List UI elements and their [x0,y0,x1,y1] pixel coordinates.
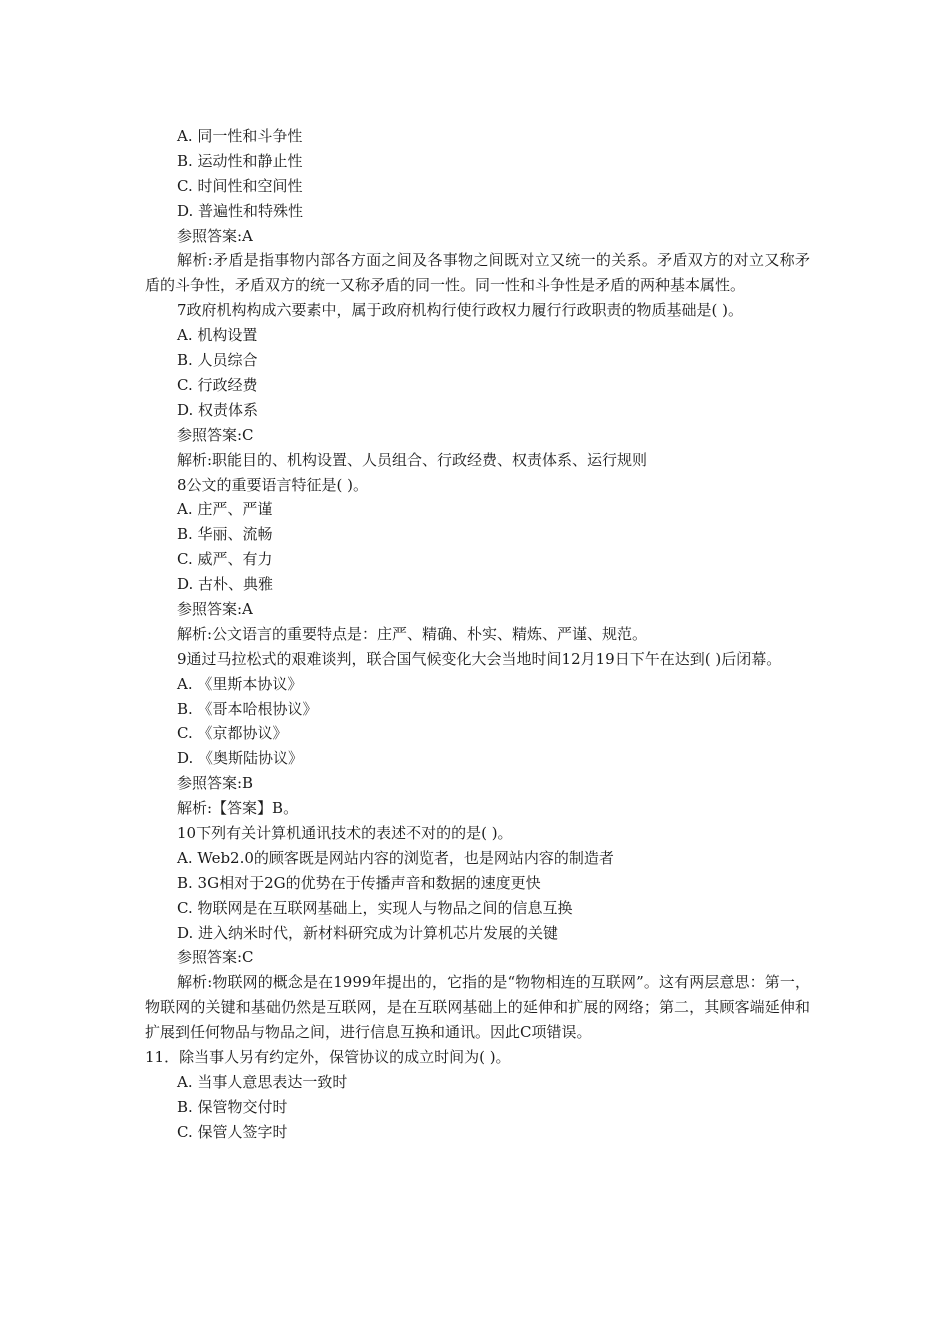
option-b: B. 运动性和静止性 [177,151,303,170]
option-a: A. 《里斯本协议》 [177,674,303,693]
option-d: D. 进入纳米时代，新材料研究成为计算机芯片发展的关键 [177,923,559,942]
option-d: D. 普遍性和特殊性 [177,201,304,220]
question-7: 7政府机构构成六要素中，属于政府机构行使行政权力履行行政职责的物质基础是( )。 [177,301,744,320]
reference-answer: 参照答案:C [177,425,254,444]
option-a: A. Web2.0的顾客既是网站内容的浏览者，也是网站内容的制造者 [177,848,614,867]
option-d: D. 权责体系 [177,400,259,419]
analysis: 解析:物联网的概念是在1999年提出的，它指的是“物物相连的互联网”。这有两层意思：第一，物联网的关键和基础仍然是互联网，是在互联网基础上的延伸和扩展的网络；第二，其顾客端延伸和扩展到任何物品与物品之间，进行信息互换和通讯。因此C项错误。 [145,973,810,1042]
reference-answer: 参照答案:B [177,774,254,793]
reference-answer: 参照答案:C [177,948,254,967]
reference-answer: 参照答案:A [177,226,253,245]
analysis: 解析:矛盾是指事物内部各方面之间及各事物之间既对立又统一的关系。矛盾双方的对立又称矛盾的斗争性，矛盾双方的统一又称矛盾的同一性。同一性和斗争性是矛盾的两种基本属性。 [145,251,810,295]
option-c: C. 行政经费 [177,375,258,394]
question-8: 8公文的重要语言特征是( )。 [177,475,369,494]
option-a: A. 机构设置 [177,326,258,345]
option-a: A. 当事人意思表达一致时 [177,1072,348,1091]
option-a: A. 同一性和斗争性 [177,127,303,145]
question-10: 10下列有关计算机通讯技术的表述不对的的是( )。 [177,824,513,842]
option-b: B. 保管物交付时 [177,1097,288,1116]
option-c: C. 保管人签字时 [177,1122,288,1141]
reference-answer: 参照答案:A [177,599,253,618]
question-11: 11．除当事人另有约定外，保管协议的成立时间为( )。 [145,1048,511,1067]
option-b: B. 《哥本哈根协议》 [177,699,318,718]
analysis: 解析:职能目的、机构设置、人员组合、行政经费、权责体系、运行规则 [177,450,648,469]
analysis: 解析:【答案】B。 [177,799,299,818]
option-c: C. 《京都协议》 [177,724,288,743]
option-a: A. 庄严、严谨 [177,500,273,519]
option-c: C. 时间性和空间性 [177,176,303,195]
option-d: D. 《奥斯陆协议》 [177,749,304,768]
option-b: B. 人员综合 [177,351,258,370]
option-b: B. 华丽、流畅 [177,525,273,544]
option-d: D. 古朴、典雅 [177,575,274,594]
question-9: 9通过马拉松式的艰难谈判，联合国气候变化大会当地时间12月19日下午在达到( )后闭幕。 [177,649,782,668]
option-c: C. 物联网是在互联网基础上，实现人与物品之间的信息互换 [177,898,573,917]
analysis: 解析:公文语言的重要特点是：庄严、精确、朴实、精炼、严谨、规范。 [177,624,648,643]
option-c: C. 威严、有力 [177,550,273,569]
option-b: B. 3G相对于2G的优势在于传播声音和数据的速度更快 [177,873,541,892]
document-page [145,124,810,1145]
